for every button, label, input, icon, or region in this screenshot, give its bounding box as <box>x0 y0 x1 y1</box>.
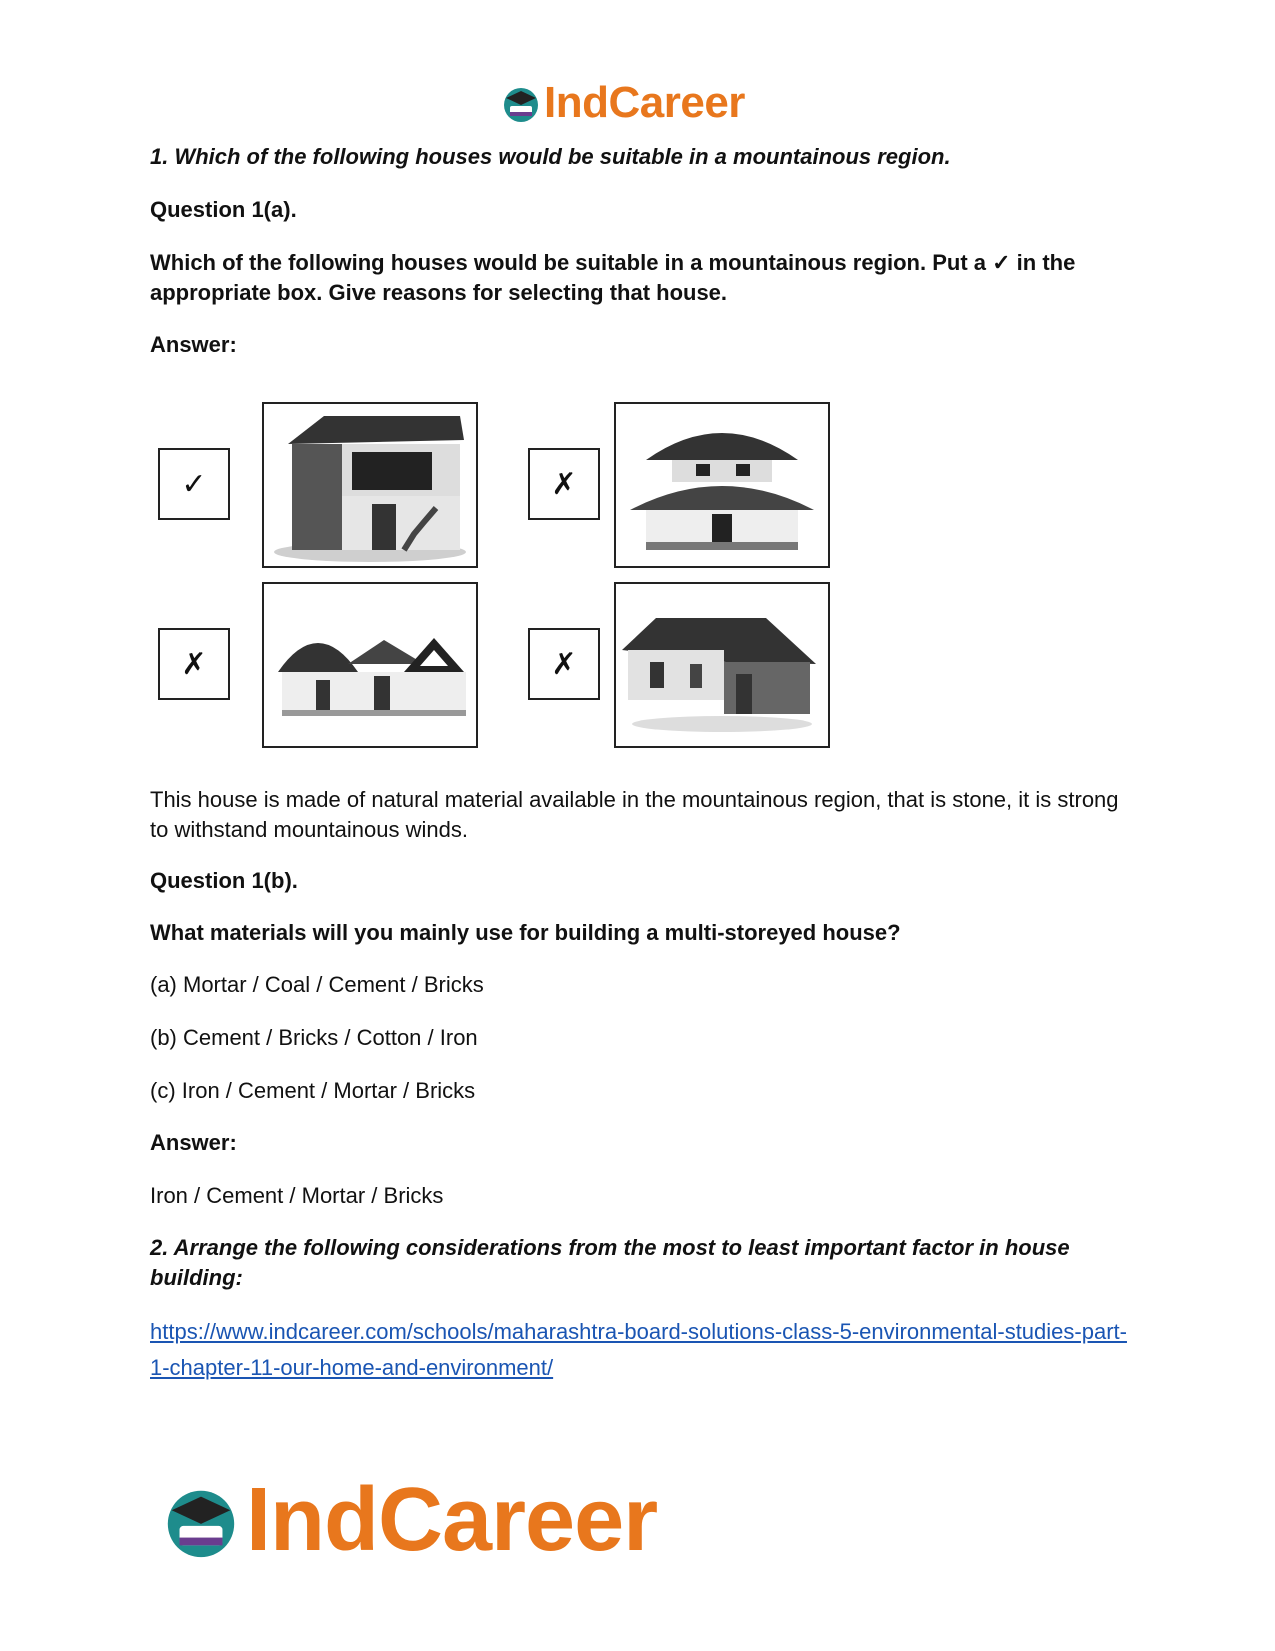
option-a: (a) Mortar / Coal / Cement / Bricks <box>150 972 484 997</box>
long-thatched-house-illustration <box>616 584 828 746</box>
answer-label-1a: Answer: <box>150 332 237 357</box>
brand-name: IndCareer <box>544 78 745 127</box>
answer-explanation-1a: This house is made of natural material available in the mountainous region, that is stone, it is strong to withstand mountainous winds. <box>150 787 1119 842</box>
stone-house-image <box>262 402 478 568</box>
thatched-two-storey-illustration <box>616 404 828 566</box>
brand-name: IndCareer <box>246 1469 658 1570</box>
question-1b-text: What materials will you mainly use for building a multi-storeyed house? <box>150 920 901 945</box>
brand-logo-bottom <box>160 1470 657 1570</box>
answer-1b: Iron / Cement / Mortar / Bricks <box>150 1183 444 1208</box>
answer-box-mud-hut: ✗ <box>158 628 230 700</box>
section-heading-1: 1. Which of the following houses would be suitable in a mountainous region. <box>150 144 951 169</box>
mud-hut-image <box>262 582 478 748</box>
section-heading-2: 2. Arrange the following considerations from the most to least important factor in house building: <box>150 1235 1070 1290</box>
question-1a-label: Question 1(a). <box>150 197 297 222</box>
brand-logo-top <box>500 78 745 128</box>
answer-box-thatched-two-storey: ✗ <box>528 448 600 520</box>
houses-figure <box>158 400 858 790</box>
mud-hut-illustration <box>264 584 476 746</box>
long-thatched-house-image <box>614 582 830 748</box>
graduation-cap-book-icon <box>500 82 542 124</box>
answer-label-1b: Answer: <box>150 1130 237 1155</box>
answer-box-long-thatched-house: ✗ <box>528 628 600 700</box>
answer-box-stone-house: ✓ <box>158 448 230 520</box>
source-link[interactable]: https://www.indcareer.com/schools/maharashtra-board-solutions-class-5-environmental-studies-part-1-chapter-11-our-home-and-environment/ <box>150 1319 1127 1380</box>
question-1b-label: Question 1(b). <box>150 868 298 893</box>
stone-house-illustration <box>264 404 476 566</box>
thatched-two-storey-image <box>614 402 830 568</box>
option-b: (b) Cement / Bricks / Cotton / Iron <box>150 1025 478 1050</box>
graduation-cap-book-icon <box>160 1479 242 1561</box>
question-1a-text: Which of the following houses would be suitable in a mountainous region. Put a ✓ in the appropriate box. Give reasons for selecting that house. <box>150 250 1076 305</box>
option-c: (c) Iron / Cement / Mortar / Bricks <box>150 1078 476 1103</box>
